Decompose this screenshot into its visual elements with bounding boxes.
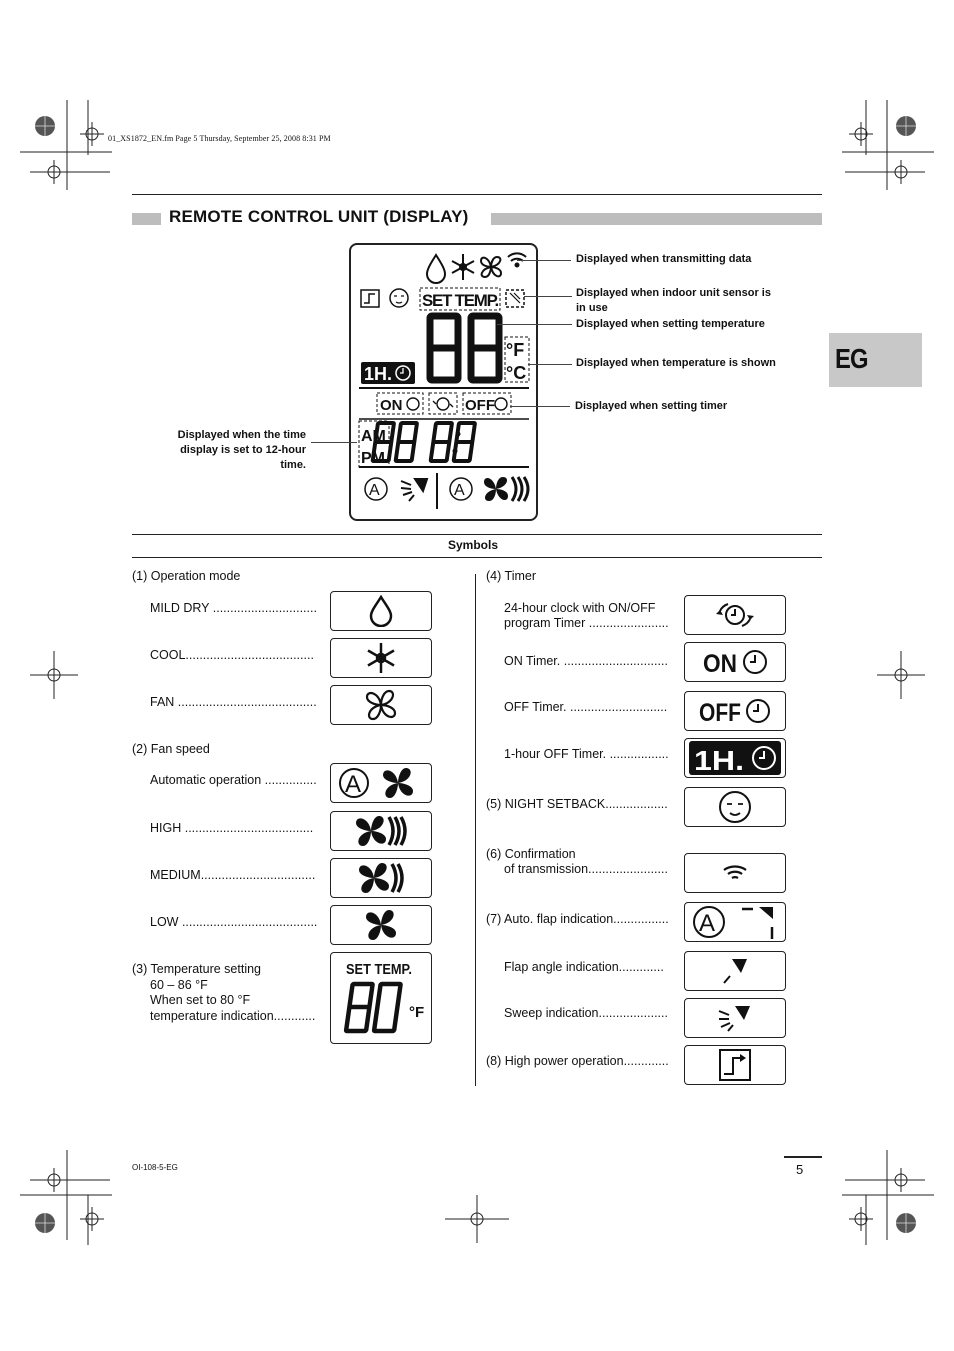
title-bar-right [491, 213, 822, 225]
lcd-off: OFF [465, 397, 495, 414]
flap-angle-symbol [684, 951, 786, 991]
sleeping-face-icon [717, 789, 753, 825]
auto-op-symbol [330, 763, 432, 803]
callout-setting-timer: Displayed when setting timer [575, 400, 728, 412]
lcd-one-hour-text: 1H. [364, 364, 393, 384]
on-timer-symbol [684, 642, 786, 682]
one-hour-box-text: 1H. [694, 745, 744, 776]
callout-twelve-hour-1: Displayed when the time [177, 429, 306, 441]
callout-transmitting: Displayed when transmitting data [576, 253, 752, 265]
program-clock-icon [710, 599, 760, 631]
confirm-label-2: of transmission....................... [504, 862, 668, 876]
auto-flap-a: A [699, 910, 716, 937]
set-temp-80-icon [331, 953, 431, 1043]
temp-range: 60 – 86 °F [150, 978, 208, 992]
lcd-sweep-icon [401, 479, 427, 501]
callout-temp-shown: Displayed when temperature is shown [576, 357, 776, 369]
one-hour-off-icon [688, 740, 782, 776]
file-header: 01_XS1872_EN.fm Page 5 Thursday, September 25, 2008 8:31 PM [108, 134, 331, 143]
timer-heading: (4) Timer [486, 569, 536, 583]
lcd-program-clock [437, 398, 449, 410]
clock-label-2: program Timer ....................... [504, 616, 669, 630]
mild-dry-label: MILD DRY .............................. [150, 601, 317, 615]
off-timer-label: OFF Timer. ............................ [504, 700, 668, 714]
on-timer-icon [700, 647, 770, 677]
fan-speed-heading: (2) Fan speed [132, 742, 210, 756]
high-power-label: (8) High power operation............. [486, 1054, 669, 1068]
svg-text:A: A [345, 771, 362, 798]
symbols-rule-bottom [132, 557, 822, 558]
sweep-label: Sweep indication.................... [504, 1006, 668, 1020]
cool-symbol [330, 638, 432, 678]
leader-line [311, 442, 357, 443]
cool-label: COOL..................................... [150, 648, 314, 662]
cool-icon [452, 254, 474, 280]
auto-flap-symbol [684, 902, 786, 942]
side-tab [829, 333, 922, 387]
symbols-heading: Symbols [448, 538, 499, 552]
mild-dry-symbol [330, 591, 432, 631]
temp-setting-symbol [330, 952, 432, 1044]
high-power-icon [718, 1048, 752, 1082]
callout-setting-temp: Displayed when setting temperature [576, 318, 765, 330]
one-hour-off-label: 1-hour OFF Timer. ................. [504, 747, 669, 761]
doc-code: OI-108-5-EG [132, 1163, 178, 1172]
temp-setting-heading: (3) Temperature setting [132, 962, 261, 976]
temp-when: When set to 80 °F [150, 993, 251, 1007]
night-setback-symbol [684, 787, 786, 827]
symbols-rule-top [132, 534, 822, 535]
section-title: REMOTE CONTROL UNIT (DISPLAY) [169, 207, 469, 226]
lcd-auto-a2: A [454, 482, 465, 499]
flap-angle-icon [720, 956, 750, 986]
clock-label-1: 24-hour clock with ON/OFF [504, 601, 656, 615]
lcd-fan-speed-icon [484, 477, 508, 501]
on-box-text: ON [703, 650, 737, 677]
night-setback-icon [390, 289, 408, 307]
high-power-symbol [684, 1045, 786, 1085]
auto-op-label: Automatic operation ............... [150, 773, 317, 787]
auto-flap-icon [687, 903, 783, 941]
lcd-on: ON [380, 397, 403, 414]
flap-angle-label: Flap angle indication............. [504, 960, 664, 974]
lcd-pm: PM [361, 450, 385, 467]
high-symbol [330, 811, 432, 851]
signal-icon [720, 862, 750, 884]
dry-icon [427, 255, 445, 283]
fan-symbol [330, 685, 432, 725]
callout-twelve-hour-3: time. [280, 459, 306, 471]
lcd-clock-digits [373, 423, 475, 461]
fan-icon [481, 257, 501, 277]
leader-line [510, 406, 570, 407]
lcd-temp-digits [430, 316, 499, 380]
callout-indoor-sensor-1: Displayed when indoor unit sensor is [576, 287, 771, 299]
lcd-am: AM [361, 428, 386, 445]
off-timer-symbol [684, 691, 786, 731]
callout-twelve-hour-2: display is set to 12-hour [180, 444, 306, 456]
low-symbol [330, 905, 432, 945]
leader-line [524, 296, 572, 297]
leader-line [497, 324, 572, 325]
on-timer-label: ON Timer. .............................. [504, 654, 668, 668]
page-number-rule [784, 1156, 822, 1158]
high-power-icon [361, 290, 379, 307]
side-tab-label: EG [835, 343, 868, 374]
high-label: HIGH ..................................... [150, 821, 314, 835]
medium-label: MEDIUM................................. [150, 868, 316, 882]
fan-medium-icon [356, 860, 406, 896]
lcd-set-temp: SET TEMP. [422, 291, 499, 310]
off-box-text: OFF [699, 699, 741, 726]
lcd-unit-c: °C [506, 363, 527, 383]
lcd-auto-a: A [369, 482, 380, 499]
lcd-graphics [351, 245, 536, 519]
snowflake-icon [364, 641, 398, 675]
remote-lcd-panel [349, 243, 538, 521]
lcd-unit-f: °F [506, 340, 525, 360]
off-timer-icon [697, 696, 773, 726]
fan-label: FAN ........................................ [150, 695, 317, 709]
auto-flap-label: (7) Auto. flap indication................ [486, 912, 669, 926]
title-bar-left [132, 213, 161, 225]
temp-indication-label: temperature indication............ [150, 1009, 316, 1023]
fan-high-icon [353, 813, 409, 849]
program-clock-symbol [684, 595, 786, 635]
callout-indoor-sensor-2: in use [576, 302, 608, 314]
fan-outline-icon [363, 687, 399, 723]
confirm-symbol [684, 853, 786, 893]
drop-icon [366, 595, 396, 627]
medium-symbol [330, 858, 432, 898]
one-hour-off-symbol [684, 738, 786, 778]
leader-line [517, 260, 571, 261]
temp-box-unit: °F [409, 1004, 425, 1021]
page-number: 5 [796, 1162, 804, 1177]
fan-low-icon [363, 907, 399, 943]
column-divider [475, 574, 476, 1086]
confirm-label-1: (6) Confirmation [486, 847, 576, 861]
low-label: LOW ....................................... [150, 915, 318, 929]
temp-box-label: SET TEMP. [346, 961, 412, 978]
sweep-symbol [684, 998, 786, 1038]
leader-line [528, 364, 572, 365]
sweep-icon [717, 1003, 753, 1033]
night-setback-label: (5) NIGHT SETBACK.................. [486, 797, 668, 811]
auto-fan-icon [336, 765, 426, 801]
top-rule [132, 194, 822, 195]
op-mode-heading: (1) Operation mode [132, 569, 241, 583]
